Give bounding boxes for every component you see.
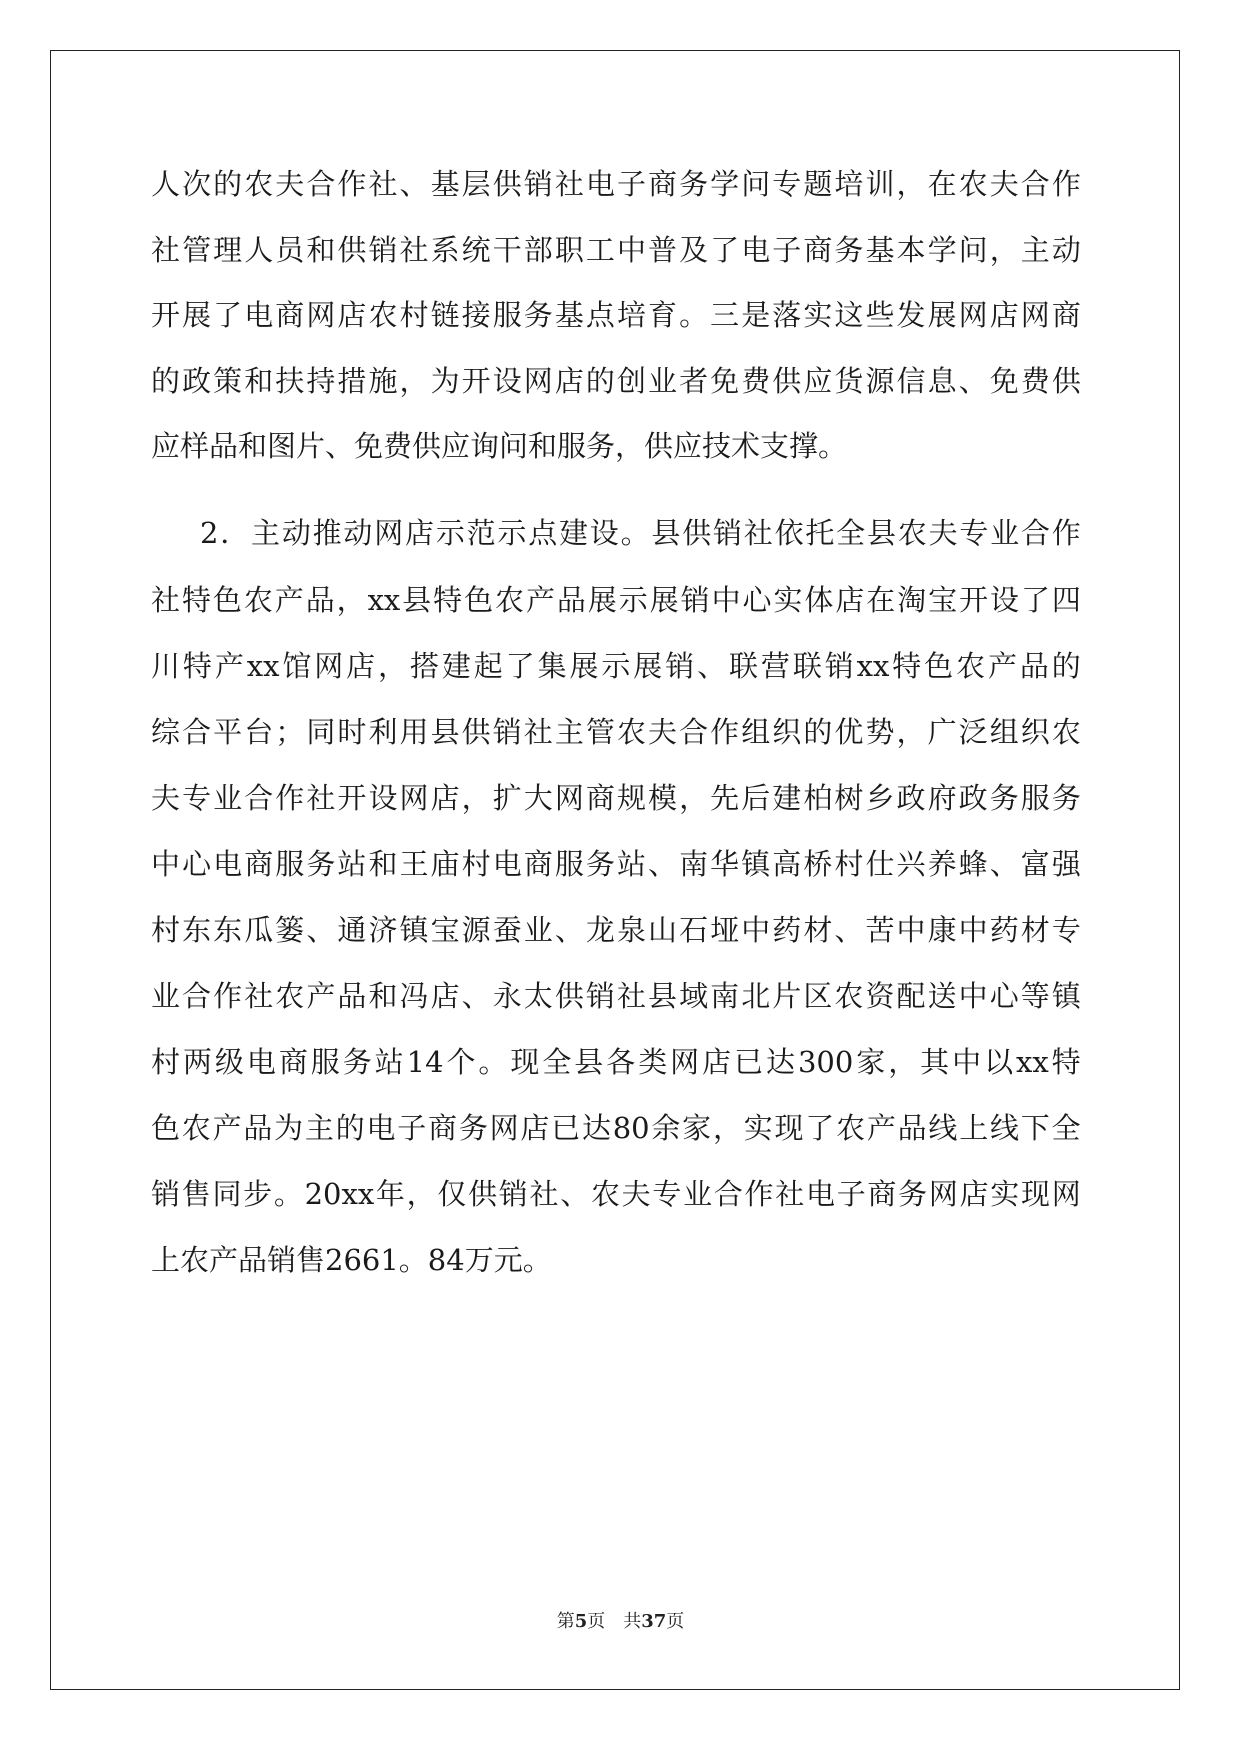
text-line: 川 特 产 xx 馆 网 店 ， 搭 建 起 了 集 展 示 展 销 、 联 营 联 销 xx 特 色 农 产 品 的 [151, 649, 1081, 683]
text-line: 村 东 东 瓜 篓 、 通 济 镇 宝 源 蚕 业 、 龙 泉 山 石 垭 中 药 材 、 苦 中 康 中 药 材 专 [151, 913, 1081, 947]
text-line: 业 合 作 社 农 产 品 和 冯 店 、 永 太 供 销 社 县 域 南 北 片 区 农 资 配 送 中 心 等 镇 [151, 979, 1081, 1013]
text-line: 村 两 级 电 商 服 务 站 14 个 。 现 全 县 各 类 网 店 已 达 300 家 ， 其 中 以 xx 特 [151, 1045, 1081, 1079]
footer-suffix: 页 [666, 1611, 685, 1632]
text-line: 色 农 产 品 为 主 的 电 子 商 务 网 店 已 达 80 余 家 ， 实 现 了 农 产 品 线 上 线 下 全 [151, 1111, 1081, 1145]
text-line: 应样品和图片、免费供应询问和服务，供应技术支撑。 [151, 429, 848, 463]
text-line: 2 ． 主 动 推 动 网 店 示 范 示 点 建 设 。 县 供 销 社 依 托 全 县 农 夫 专 业 合 作 [200, 516, 1081, 550]
text-line: 人 次 的 农 夫 合 作 社 、 基 层 供 销 社 电 子 商 务 学 问 专 题 培 训 ， 在 农 夫 合 作 [151, 167, 1081, 201]
text-line: 上农产品销售2661。84万元。 [151, 1243, 552, 1277]
text-line: 社 管 理 人 员 和 供 销 社 系 统 干 部 职 工 中 普 及 了 电 子 商 务 基 本 学 问 ， 主 动 [151, 233, 1081, 267]
footer-mid: 页 共 [587, 1611, 642, 1632]
footer-prefix: 第 [556, 1611, 575, 1632]
current-page-number: 5 [574, 1611, 588, 1632]
text-line: 开 展 了 电 商 网 店 农 村 链 接 服 务 基 点 培 育 。 三 是 落 实 这 些 发 展 网 店 网 商 [151, 298, 1081, 332]
text-line: 综 合 平 台 ； 同 时 利 用 县 供 销 社 主 管 农 夫 合 作 组 织 的 优 势 ， 广 泛 组 织 农 [151, 715, 1081, 749]
text-line: 社 特 色 农 产 品 ， xx 县 特 色 农 产 品 展 示 展 销 中 心 实 体 店 在 淘 宝 开 设 了 四 [151, 583, 1081, 617]
page-footer [0, 1610, 1241, 1634]
text-line: 中 心 电 商 服 务 站 和 王 庙 村 电 商 服 务 站 、 南 华 镇 高 桥 村 仕 兴 养 蜂 、 富 强 [151, 847, 1081, 881]
text-line: 销 售 同 步 。 20xx 年 ， 仅 供 销 社 、 农 夫 专 业 合 作 社 电 子 商 务 网 店 实 现 网 [151, 1177, 1081, 1211]
text-line: 的 政 策 和 扶 持 措 施 ， 为 开 设 网 店 的 创 业 者 免 费 供 应 货 源 信 息 、 免 费 供 [151, 364, 1081, 398]
text-line: 夫 专 业 合 作 社 开 设 网 店 ， 扩 大 网 商 规 模 ， 先 后 建 柏 树 乡 政 府 政 务 服 务 [151, 781, 1081, 815]
total-page-number: 37 [641, 1611, 667, 1632]
